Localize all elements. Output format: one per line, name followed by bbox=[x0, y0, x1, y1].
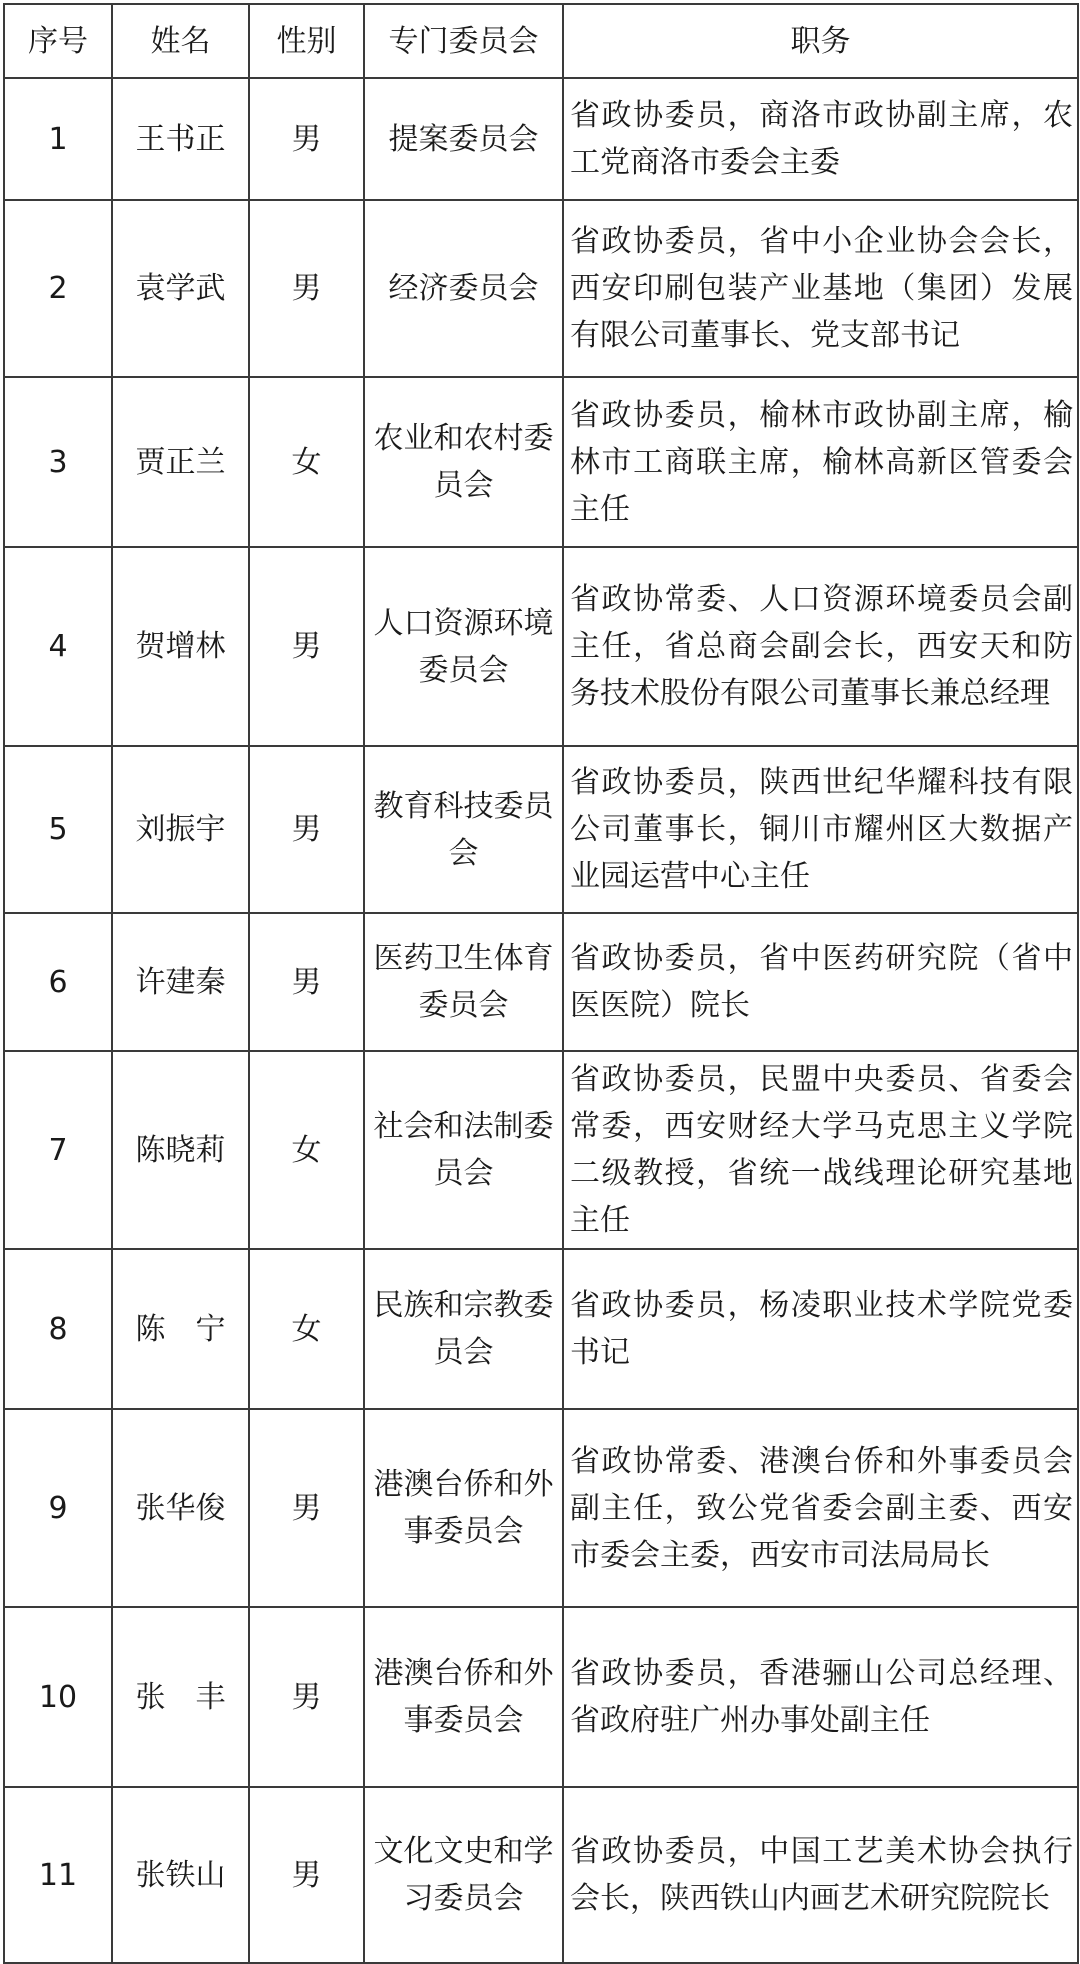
cell-position: 省政协委员，香港骊山公司总经理、省政府驻广州办事处副主任 bbox=[563, 1607, 1078, 1787]
cell-num: 4 bbox=[4, 547, 112, 746]
cell-name: 王书正 bbox=[112, 78, 249, 200]
table-row bbox=[4, 1607, 1078, 1787]
cell-position: 省政协委员，杨凌职业技术学院党委书记 bbox=[563, 1249, 1078, 1409]
cell-sex: 男 bbox=[249, 547, 364, 746]
cell-committee: 人口资源环境委员会 bbox=[364, 547, 563, 746]
cell-name: 许建秦 bbox=[112, 913, 249, 1051]
table-row bbox=[4, 200, 1078, 377]
cell-sex: 女 bbox=[249, 1051, 364, 1249]
cell-position: 省政协委员，省中小企业协会会长，西安印刷包装产业基地（集团）发展有限公司董事长、党支部书记 bbox=[563, 200, 1078, 377]
cell-num: 3 bbox=[4, 377, 112, 547]
cell-sex: 男 bbox=[249, 1607, 364, 1787]
header-num: 序号 bbox=[4, 4, 112, 78]
cell-committee: 社会和法制委员会 bbox=[364, 1051, 563, 1249]
cell-name: 张铁山 bbox=[112, 1787, 249, 1963]
cell-name: 张 丰 bbox=[112, 1607, 249, 1787]
header-committee: 专门委员会 bbox=[364, 4, 563, 78]
cell-sex: 男 bbox=[249, 913, 364, 1051]
cell-position: 省政协委员，中国工艺美术协会执行会长，陕西铁山内画艺术研究院院长 bbox=[563, 1787, 1078, 1963]
cell-position: 省政协委员，省中医药研究院（省中医医院）院长 bbox=[563, 913, 1078, 1051]
table-row bbox=[4, 377, 1078, 547]
cell-committee: 港澳台侨和外事委员会 bbox=[364, 1607, 563, 1787]
cell-committee: 文化文史和学习委员会 bbox=[364, 1787, 563, 1963]
header-position: 职务 bbox=[563, 4, 1078, 78]
table-row bbox=[4, 1787, 1078, 1963]
cell-sex: 男 bbox=[249, 78, 364, 200]
cell-committee: 经济委员会 bbox=[364, 200, 563, 377]
cell-position: 省政协委员，陕西世纪华耀科技有限公司董事长，铜川市耀州区大数据产业园运营中心主任 bbox=[563, 746, 1078, 913]
cell-position: 省政协委员，商洛市政协副主席，农工党商洛市委会主委 bbox=[563, 78, 1078, 200]
cell-sex: 男 bbox=[249, 1787, 364, 1963]
table-row bbox=[4, 78, 1078, 200]
table-row bbox=[4, 746, 1078, 913]
cell-num: 11 bbox=[4, 1787, 112, 1963]
header-sex: 性别 bbox=[249, 4, 364, 78]
cell-name: 刘振宇 bbox=[112, 746, 249, 913]
cell-name: 贾正兰 bbox=[112, 377, 249, 547]
cell-committee: 民族和宗教委员会 bbox=[364, 1249, 563, 1409]
table-row bbox=[4, 913, 1078, 1051]
cell-position: 省政协委员，榆林市政协副主席，榆林市工商联主席，榆林高新区管委会主任 bbox=[563, 377, 1078, 547]
cell-num: 1 bbox=[4, 78, 112, 200]
cell-committee: 农业和农村委员会 bbox=[364, 377, 563, 547]
cell-sex: 女 bbox=[249, 377, 364, 547]
cell-num: 5 bbox=[4, 746, 112, 913]
cell-sex: 男 bbox=[249, 746, 364, 913]
header-name: 姓名 bbox=[112, 4, 249, 78]
member-table bbox=[3, 3, 1079, 1964]
cell-num: 9 bbox=[4, 1409, 112, 1607]
cell-committee: 港澳台侨和外事委员会 bbox=[364, 1409, 563, 1607]
cell-sex: 男 bbox=[249, 1409, 364, 1607]
cell-name: 张华俊 bbox=[112, 1409, 249, 1607]
cell-sex: 男 bbox=[249, 200, 364, 377]
cell-num: 8 bbox=[4, 1249, 112, 1409]
cell-num: 10 bbox=[4, 1607, 112, 1787]
cell-committee: 提案委员会 bbox=[364, 78, 563, 200]
table-row bbox=[4, 1409, 1078, 1607]
table-row bbox=[4, 1051, 1078, 1249]
cell-name: 贺增林 bbox=[112, 547, 249, 746]
cell-name: 陈 宁 bbox=[112, 1249, 249, 1409]
cell-committee: 医药卫生体育委员会 bbox=[364, 913, 563, 1051]
table-row bbox=[4, 547, 1078, 746]
cell-position: 省政协委员，民盟中央委员、省委会常委，西安财经大学马克思主义学院二级教授，省统一战线理论研究基地主任 bbox=[563, 1051, 1078, 1249]
cell-committee: 教育科技委员会 bbox=[364, 746, 563, 913]
table-header-row bbox=[4, 4, 1078, 78]
table-row bbox=[4, 1249, 1078, 1409]
cell-num: 2 bbox=[4, 200, 112, 377]
cell-position: 省政协常委、港澳台侨和外事委员会副主任，致公党省委会副主委、西安市委会主委，西安市司法局局长 bbox=[563, 1409, 1078, 1607]
cell-num: 7 bbox=[4, 1051, 112, 1249]
cell-sex: 女 bbox=[249, 1249, 364, 1409]
cell-position: 省政协常委、人口资源环境委员会副主任，省总商会副会长，西安天和防务技术股份有限公司董事长兼总经理 bbox=[563, 547, 1078, 746]
cell-name: 袁学武 bbox=[112, 200, 249, 377]
cell-name: 陈晓莉 bbox=[112, 1051, 249, 1249]
cell-num: 6 bbox=[4, 913, 112, 1051]
